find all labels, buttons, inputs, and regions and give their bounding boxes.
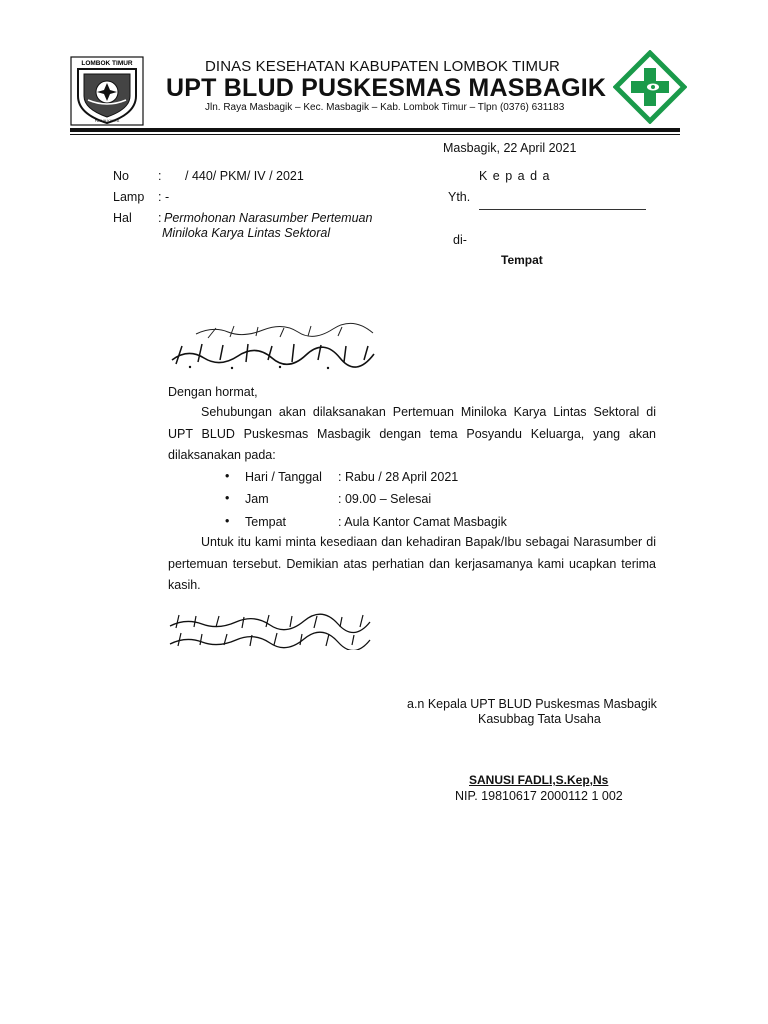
- signatory-nip: NIP. 19810617 2000112 1 002: [455, 789, 623, 803]
- detail-item-date: [225, 469, 229, 483]
- institution-name: UPT BLUD PUSKESMAS MASBAGIK: [166, 74, 607, 102]
- letter-number: / 440/ PKM/ IV / 2021: [185, 169, 304, 183]
- arabic-closing-calligraphy: [168, 612, 373, 655]
- paragraph-closing: Untuk itu kami minta kesediaan dan kehadiran Bapak/Ibu sebagai Narasumber di pertemuan tersebut. Demikian atas perhatian dan kerjasamanya kami ucapkan terima kasih.: [168, 535, 656, 592]
- detail-value-time: : 09.00 – Selesai: [338, 492, 432, 506]
- lombok-timur-emblem: [70, 56, 144, 126]
- detail-item-time: [225, 491, 229, 505]
- lamp-value: : -: [158, 190, 170, 204]
- lamp-label: Lamp: [113, 190, 145, 204]
- kepada-label: K e p a d a: [479, 169, 551, 183]
- institution-address: Jln. Raya Masbagik – Kec. Masbagik – Kab. Lombok Timur – Tlpn (0376) 631183: [205, 102, 565, 113]
- bullet-icon: •: [225, 514, 230, 528]
- no-colon: :: [158, 169, 162, 183]
- detail-label-date: Hari / Tanggal: [245, 470, 322, 484]
- di-label: di-: [453, 233, 467, 247]
- subject-line-1: Permohonan Narasumber Pertemuan: [164, 211, 373, 225]
- bullet-icon: •: [225, 491, 230, 505]
- paragraph-intro: Sehubungan akan dilaksanakan Pertemuan Miniloka Karya Lintas Sektoral di UPT BLUD Puskesmas Masbagik dengan tema Posyandu Keluarga, yang akan dilaksanakan pada:: [168, 405, 656, 462]
- salutation: Dengan hormat,: [168, 385, 258, 399]
- detail-label-place: Tempat: [245, 515, 286, 529]
- letterhead-rule-thin: [70, 134, 680, 135]
- signature-position: Kasubbag Tata Usaha: [478, 712, 601, 726]
- detail-label-time: Jam: [245, 492, 269, 506]
- signature-on-behalf: a.n Kepala UPT BLUD Puskesmas Masbagik: [407, 697, 657, 711]
- recipient-line: [479, 209, 646, 210]
- signatory-name: SANUSI FADLI,S.Kep,Ns: [469, 773, 609, 787]
- detail-value-place: : Aula Kantor Camat Masbagik: [338, 515, 507, 529]
- hal-colon: :: [158, 211, 162, 225]
- emblem-title: LOMBOK TIMUR: [81, 60, 133, 67]
- subject-line-2: Miniloka Karya Lintas Sektoral: [162, 226, 331, 240]
- agency-name: DINAS KESEHATAN KABUPATEN LOMBOK TIMUR: [205, 58, 560, 75]
- letterhead-rule-thick: [70, 128, 680, 132]
- bullet-icon: •: [225, 469, 230, 483]
- hal-label: Hal: [113, 211, 132, 225]
- tempat-label: Tempat: [501, 253, 543, 267]
- yth-label: Yth.: [448, 190, 471, 204]
- no-label: No: [113, 169, 129, 183]
- detail-item-place: [225, 514, 229, 528]
- emblem-motto: PATUH KARYA: [94, 119, 120, 123]
- place-date: Masbagik, 22 April 2021: [443, 141, 577, 155]
- arabic-greeting-calligraphy: [168, 320, 378, 377]
- detail-value-date: : Rabu / 28 April 2021: [338, 470, 459, 484]
- puskesmas-logo: [613, 50, 687, 124]
